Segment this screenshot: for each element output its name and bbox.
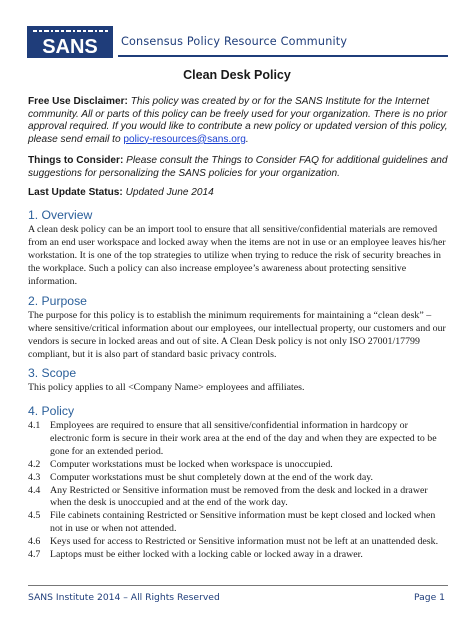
list-item-text: Any Restricted or Sensitive information must be removed from the desk and locked in a drawer when the desk is unoccupied and at the end of the work day. (50, 484, 428, 509)
list-item-text: Laptops must be either locked with a locking cable or locked away in a drawer. (50, 549, 363, 561)
list-item-text: Employees are required to ensure that all sensitive/confidential information in hardcopy or electronic form is secure in their work area at the end of the day and when they are expected to be gone for an extended period. (50, 420, 437, 457)
scope-body: This policy applies to all <Company Name> employees and affiliates. (28, 382, 305, 393)
policy-heading: 4. Policy (28, 404, 75, 418)
list-item (28, 536, 448, 549)
list-item (28, 472, 448, 485)
list-item-number: 4.5 (28, 510, 41, 522)
page-number: Page 1 (413, 592, 445, 603)
list-item (28, 549, 448, 562)
scope-heading: 3. Scope (28, 366, 77, 380)
list-item-number: 4.7 (28, 549, 41, 561)
sans-logo (27, 26, 113, 58)
list-item-number: 4.6 (28, 536, 41, 548)
list-item (28, 485, 448, 511)
sans-logo-graphic (27, 26, 113, 58)
policy-list (28, 420, 448, 562)
footer-copyright: SANS Institute 2014 – All Rights Reserved (28, 592, 220, 603)
list-item (28, 510, 448, 536)
purpose-heading: 2. Purpose (28, 294, 87, 308)
list-item-number: 4.1 (28, 420, 41, 431)
logo-text: SANS (42, 36, 98, 58)
overview-heading: 1. Overview (28, 208, 93, 222)
disclaimer-label: Free Use Disclaimer: (28, 96, 128, 107)
list-item-number: 4.3 (28, 471, 41, 483)
list-item-text: Keys used for access to Restricted or Sensitive information must not be left at an unattended desk. (50, 536, 439, 548)
list-item-text: Computer workstations must be locked when workspace is unoccupied. (50, 458, 333, 470)
things-body: Please consult the Things to Consider FAQ for additional guidelines and suggestions for personalizing the SANS policies for your organization. (28, 155, 448, 179)
disclaimer-body: This policy was created by or for the SANS Institute for the Internet community. All or parts of this policy can be freely used for your organization. There is no prior approval required. If you would like to contribute a new policy or updated version of this policy, please send email to (28, 96, 448, 145)
policy-email-link[interactable]: policy-resources@sans.org (123, 133, 246, 145)
list-item-number: 4.4 (28, 484, 41, 496)
update-value: Updated June 2014 (125, 187, 214, 198)
footer-divider (28, 585, 448, 586)
list-item-text: File cabinets containing Restricted or Sensitive information must be kept closed and locked when not in use or when not attended. (50, 510, 436, 535)
overview-body: A clean desk policy can be an import tool to ensure that all sensitive/confidential materials are removed from an end user workspace and locked away when the items are not in use or an employee leaves his/her workstation. It is one of the top strategies to utilize when trying to reduce the risk of security breaches in the workplace. Such a policy can also increase employee’s awareness about protecting sensitive information. (28, 224, 446, 287)
list-item-text: Computer workstations must be shut completely down at the end of the work day. (50, 471, 373, 483)
document-title: Clean Desk Policy (183, 68, 291, 82)
header-divider (118, 55, 448, 57)
things-label: Things to Consider: (28, 155, 124, 166)
update-label: Last Update Status: (28, 187, 123, 198)
list-item-number: 4.2 (28, 458, 41, 470)
things-to-consider (28, 155, 448, 180)
org-name: Consensus Policy Resource Community (121, 35, 348, 48)
list-item (28, 420, 448, 459)
free-use-disclaimer (28, 96, 448, 146)
list-item (28, 459, 448, 472)
last-update-status (28, 187, 448, 200)
purpose-body: The purpose for this policy is to establish the minimum requirements for maintaining a “clean desk” – where sensitive/critical information about our employees, our intellectual property, our customers and our vendors is secure in locked areas and out of site. A Clean Desk policy is not only ISO 27001/17799 compliant, but it is also part of standard basic privacy controls. (28, 310, 446, 360)
disclaimer-end: . (245, 133, 249, 145)
